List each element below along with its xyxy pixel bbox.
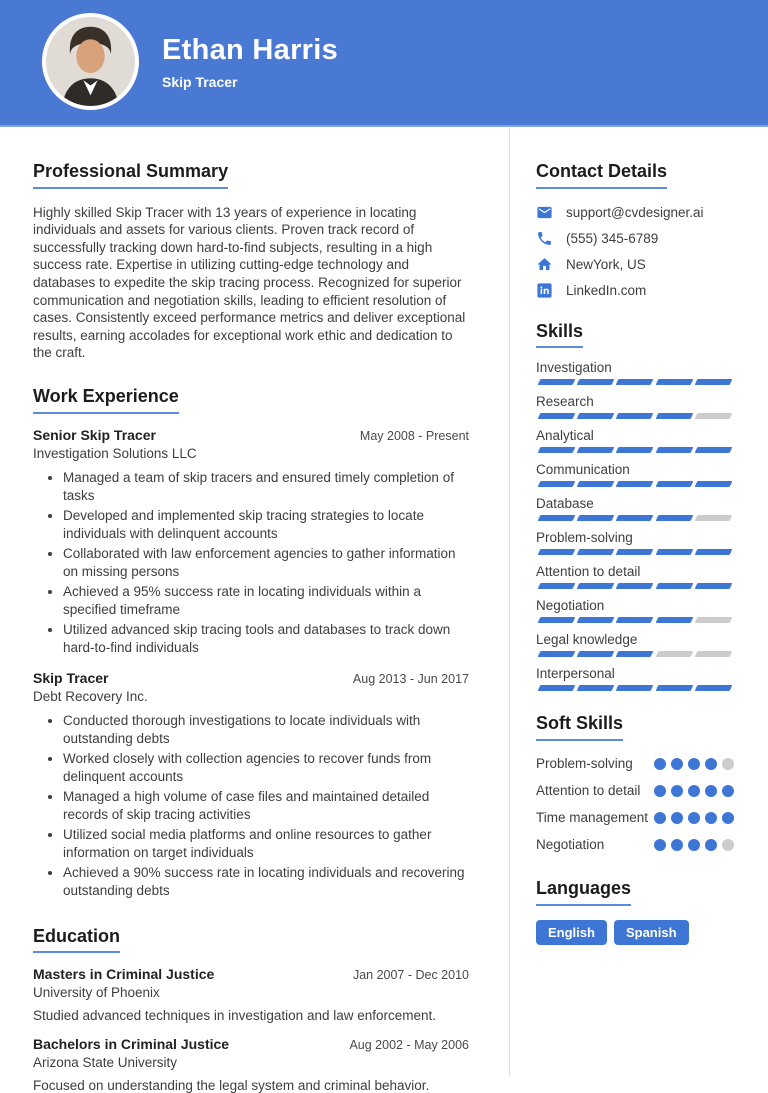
skill-level-meter: [536, 651, 734, 657]
skill-item: [536, 428, 734, 453]
summary-text: Highly skilled Skip Tracer with 13 years of experience in locating individuals and assets for various clients. Proven track record of successfully tracking down hard-to-find subjects, resulting in a high success rate. Expertise in utilizing cutting-edge technology and databases to expedite the skip tracing process. Recognized for superior communication and negotiation skills, leading to efficient resolution of cases. Consistently exceed performance metrics and deliver exceptional results, earning accolades for exceptional work ethic and dedication to the craft.: [33, 204, 466, 361]
job-bullet-list: [33, 712, 469, 900]
skill-level-meter: [536, 515, 734, 521]
contact-list: [536, 204, 734, 299]
job-title: Senior Skip Tracer: [33, 426, 156, 443]
section-work-experience: [33, 386, 469, 900]
education-dates: Aug 2002 - May 2006: [349, 1038, 469, 1053]
section-skills: [536, 321, 734, 692]
contact-location-row: [536, 256, 734, 273]
contact-email: support@cvdesigner.ai: [566, 204, 704, 220]
job-bullet: • Collaborated with law enforcement agencies to gather information on missing persons: [63, 545, 469, 581]
contact-heading: Contact Details: [536, 161, 667, 189]
skill-level-meter: [536, 413, 734, 419]
job-bullet-list: [33, 469, 469, 657]
skill-item: [536, 530, 734, 555]
job-bullet: • Utilized social media platforms and online resources to gather information on target individuals: [63, 826, 469, 862]
section-education: [33, 926, 469, 1093]
job-entry: [33, 670, 469, 900]
school-name: Arizona State University: [33, 1055, 178, 1071]
skill-item: [536, 666, 734, 691]
education-entry: [33, 966, 469, 1023]
phone-icon: [536, 230, 553, 247]
soft-skill-list: [536, 755, 734, 854]
experience-heading: Work Experience: [33, 386, 179, 414]
job-dates: Aug 2013 - Jun 2017: [352, 671, 469, 686]
sidebar-column: [509, 127, 768, 1076]
education-dates: Jan 2007 - Dec 2010: [352, 968, 469, 983]
skill-level-meter: [536, 685, 734, 691]
contact-location: NewYork, US: [566, 256, 646, 272]
education-entry: [33, 1036, 469, 1093]
skill-item: [536, 564, 734, 589]
job-bullet: • Conducted thorough investigations to locate individuals with outstanding debts: [63, 712, 469, 748]
contact-phone: (555) 345-6789: [566, 230, 659, 246]
job-bullet: • Worked closely with collection agencies to recover funds from delinquent accounts: [63, 750, 469, 786]
skill-item: [536, 462, 734, 487]
soft-skill-item: [536, 809, 734, 827]
soft-skill-dots: [654, 809, 734, 827]
contact-email-row: [536, 204, 734, 221]
header-banner: [0, 0, 768, 127]
job-bullet: • Developed and implemented skip tracing strategies to locate individuals with delinquent accounts: [63, 507, 469, 543]
soft-skill-name: Negotiation: [536, 837, 605, 853]
job-company: Debt Recovery Inc.: [33, 688, 148, 704]
home-icon: [536, 256, 553, 273]
job-bullet: • Achieved a 95% success rate in locating individuals within a specified timeframe: [63, 583, 469, 619]
job-bullet: • Utilized advanced skip tracing tools and databases to track down hard-to-find individuals: [63, 621, 469, 657]
skill-level-meter: [536, 583, 734, 589]
skill-name: Communication: [536, 462, 630, 478]
language-pill: Spanish: [614, 920, 689, 945]
skill-list: [536, 360, 734, 691]
contact-phone-row: [536, 230, 734, 247]
skill-name: Problem-solving: [536, 530, 633, 546]
language-pill-list: [536, 920, 734, 945]
degree-title: Bachelors in Criminal Justice: [33, 1036, 230, 1053]
job-company: Investigation Solutions LLC: [33, 445, 197, 461]
contact-linkedin-row: [536, 282, 734, 299]
skill-level-meter: [536, 481, 734, 487]
skill-level-meter: [536, 379, 734, 385]
job-bullet: • Managed a high volume of case files and maintained detailed records of skip tracing activities: [63, 788, 469, 824]
skill-item: [536, 360, 734, 385]
soft-skills-heading: Soft Skills: [536, 713, 623, 741]
soft-skill-item: [536, 836, 734, 854]
email-icon: [536, 204, 553, 221]
soft-skill-item: [536, 782, 734, 800]
education-description: Studied advanced techniques in investigation and law enforcement.: [33, 1008, 437, 1024]
languages-heading: Languages: [536, 878, 631, 906]
skill-name: Database: [536, 496, 594, 512]
summary-heading: Professional Summary: [33, 161, 228, 189]
skill-name: Legal knowledge: [536, 632, 638, 648]
education-description: Focused on understanding the legal system and criminal behavior.: [33, 1078, 430, 1093]
contact-linkedin: LinkedIn.com: [566, 282, 647, 298]
main-column: [0, 127, 509, 1093]
degree-title: Masters in Criminal Justice: [33, 966, 215, 983]
job-entry: [33, 427, 469, 657]
skill-level-meter: [536, 447, 734, 453]
skill-item: [536, 496, 734, 521]
skill-name: Research: [536, 394, 594, 410]
skill-level-meter: [536, 617, 734, 623]
job-bullet: • Achieved a 90% success rate in locating individuals and recovering outstanding debts: [63, 864, 469, 900]
skill-name: Attention to detail: [536, 564, 641, 580]
soft-skill-name: Time management: [536, 810, 649, 826]
soft-skill-name: Problem-solving: [536, 756, 633, 772]
skill-name: Interpersonal: [536, 666, 615, 682]
skill-item: [536, 394, 734, 419]
header-text: [162, 34, 338, 90]
skill-name: Investigation: [536, 360, 612, 376]
job-bullet: • Managed a team of skip tracers and ensured timely completion of tasks: [63, 469, 469, 505]
section-soft-skills: [536, 713, 734, 854]
job-title-subtitle: Skip Tracer: [162, 73, 238, 90]
education-heading: Education: [33, 926, 120, 954]
skill-level-meter: [536, 549, 734, 555]
skill-name: Negotiation: [536, 598, 605, 614]
skill-item: [536, 632, 734, 657]
job-title: Skip Tracer: [33, 669, 109, 686]
soft-skill-dots: [654, 782, 734, 800]
profile-photo: [42, 13, 139, 110]
skill-name: Analytical: [536, 428, 594, 444]
linkedin-icon: [536, 282, 553, 299]
section-contact-details: [536, 161, 734, 299]
section-languages: [536, 878, 734, 945]
school-name: University of Phoenix: [33, 985, 160, 1001]
soft-skill-name: Attention to detail: [536, 783, 641, 799]
language-pill: English: [536, 920, 607, 945]
skill-item: [536, 598, 734, 623]
section-professional-summary: [33, 161, 469, 362]
man-headshot-illustration: [46, 17, 135, 106]
soft-skill-dots: [654, 755, 734, 773]
person-name: Ethan Harris: [162, 33, 339, 66]
soft-skill-dots: [654, 836, 734, 854]
skills-heading: Skills: [536, 321, 583, 349]
soft-skill-item: [536, 755, 734, 773]
job-dates: May 2008 - Present: [359, 428, 469, 443]
